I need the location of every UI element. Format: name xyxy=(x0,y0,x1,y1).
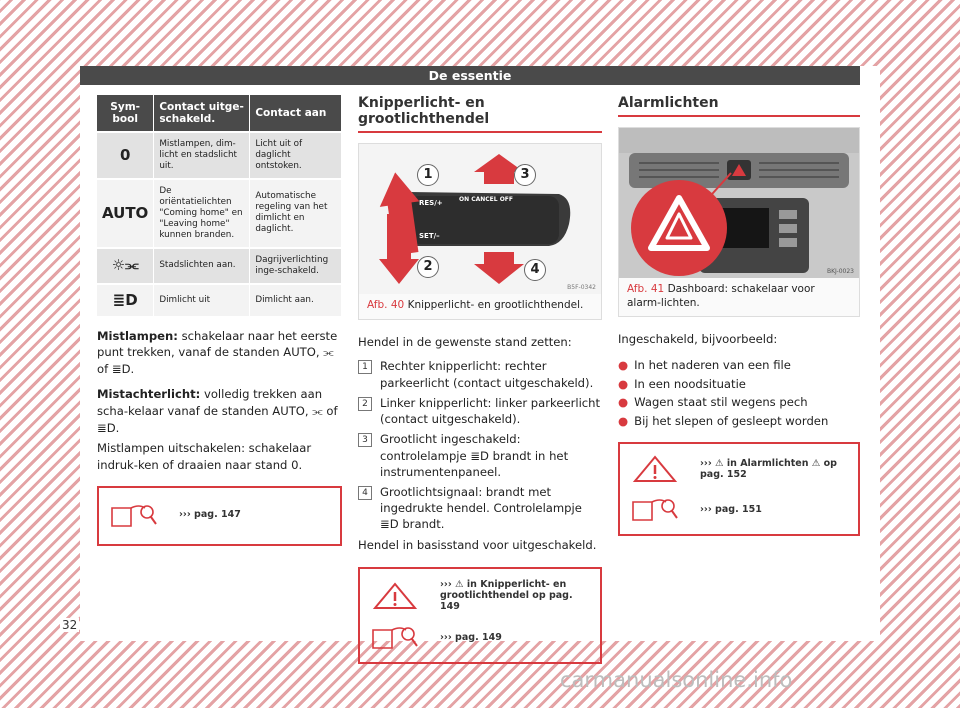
symbol-cell: 0 xyxy=(97,132,154,179)
step-number: 1 xyxy=(358,360,372,374)
step-item xyxy=(358,431,602,480)
reference-box xyxy=(358,567,602,664)
list-item xyxy=(618,393,860,412)
fog-lights-paragraph xyxy=(97,328,342,378)
bullet-list xyxy=(618,356,860,430)
fog-lights-text: schakelaar naar het eerste punt trekken, vanaf de standen AUTO, ⫘ of ≣D. xyxy=(97,328,338,377)
rear-fog-text: volledig trekken aan scha-kelaar vanaf de standen AUTO, ⫘ of ≣D. xyxy=(97,386,338,435)
bullet-icon: ● xyxy=(618,358,629,373)
table-row xyxy=(97,179,342,248)
warning-reference-link[interactable]: ››› ⚠ in Alarmlichten ⚠ op pag. 152 xyxy=(700,458,837,481)
page-number: 32 xyxy=(62,618,78,632)
step-number: 2 xyxy=(358,397,372,411)
on-cell: Dagrijverlichting inge-schakeld. xyxy=(250,248,342,284)
lever-label-res: RES/+ xyxy=(419,199,443,207)
section-title: Alarmlichten xyxy=(618,95,860,117)
reference-link[interactable]: ››› pag. 147 xyxy=(179,509,241,521)
figure-caption-text: Dashboard: schakelaar voor alarm-lichten. xyxy=(627,283,815,309)
symbol-cell: ≣D xyxy=(97,284,154,316)
figure-code: B5F-0342 xyxy=(567,284,596,291)
step-item xyxy=(358,358,602,390)
step-text: Linker knipperlicht: linker parkeerlicht (contact uitgeschakeld). xyxy=(380,395,601,427)
fog-off-paragraph: Mistlampen uitschakelen: schakelaar indruk-ken of draaien naar stand 0. xyxy=(97,441,312,473)
table-header-on: Contact aan xyxy=(250,95,342,132)
table-header-symbol: Sym- bool xyxy=(97,95,154,132)
warning-icon xyxy=(630,454,680,484)
rear-fog-paragraph xyxy=(97,386,342,436)
rear-fog-label: Mistachterlicht: xyxy=(97,386,201,401)
list-item-text: In een noodsituatie xyxy=(634,376,746,391)
table-header-off: Contact uitge- schakeld. xyxy=(154,95,250,132)
steps-list xyxy=(358,358,602,532)
page-header: De essentie xyxy=(80,66,860,85)
step-text: Grootlichtsignaal: brandt met ingedrukte hendel. Controlelampje ≣D brandt. xyxy=(380,484,582,532)
symbol-cell: AUTO xyxy=(97,179,154,248)
reference-link[interactable]: ››› pag. 151 xyxy=(700,503,762,515)
symbol-cell: ☼⫘ xyxy=(97,248,154,284)
figure-caption xyxy=(619,278,859,316)
list-item-text: Bij het slepen of gesleept worden xyxy=(634,413,829,428)
section-title: Knipperlicht- en grootlichthendel xyxy=(358,95,602,133)
dashboard-illustration xyxy=(619,128,859,278)
list-item-text: Wagen staat stil wegens pech xyxy=(634,395,808,410)
figure-caption-text: Knipperlicht- en grootlichthendel. xyxy=(407,299,584,311)
lever-diagram xyxy=(359,144,601,294)
figure-caption xyxy=(359,294,601,319)
off-cell: De oriëntatielichten "Coming home" en "Leaving home" kunnen branden. xyxy=(154,179,250,248)
off-cell: Stadslichten aan. xyxy=(154,248,250,284)
off-cell: Dimlicht uit xyxy=(154,284,250,316)
figure-hazard xyxy=(618,127,860,317)
on-cell: Licht uit of daglicht ontstoken. xyxy=(250,132,342,179)
list-item-text: In het naderen van een file xyxy=(634,358,791,373)
intro-text: Hendel in de gewenste stand zetten: xyxy=(358,334,572,349)
reference-link[interactable]: ››› pag. 149 xyxy=(440,631,502,643)
step-item xyxy=(358,395,602,427)
list-item xyxy=(618,375,860,394)
callout-2: 2 xyxy=(417,256,439,278)
figure-number: Afb. 41 xyxy=(627,283,665,295)
step-number: 4 xyxy=(358,486,372,500)
step-text: Rechter knipperlicht: rechter parkeerlicht (contact uitgeschakeld). xyxy=(380,359,594,390)
lever-label-on-cancel-off: ON CANCEL OFF xyxy=(459,196,513,203)
table-header-row xyxy=(97,95,342,132)
off-cell: Mistlampen, dim-licht en stadslicht uit. xyxy=(154,132,250,179)
reference-box xyxy=(97,486,342,546)
watermark: carmanualsonline.info xyxy=(560,668,793,692)
table-row xyxy=(97,248,342,284)
outro-text: Hendel in basisstand voor uitgeschakeld. xyxy=(358,537,597,552)
lever-illustration xyxy=(359,144,601,294)
figure-lever xyxy=(358,143,602,320)
step-text: Grootlicht ingeschakeld: controlelampje ≣D brandt in het instrumentenpaneel. xyxy=(380,432,569,479)
column-left xyxy=(97,95,342,546)
book-magnifier-icon xyxy=(630,494,680,524)
step-item xyxy=(358,484,602,533)
figure-code: BKJ-0023 xyxy=(826,268,854,275)
figure-number: Afb. 40 xyxy=(367,299,405,311)
on-cell: Automatische regeling van het dimlicht en daglicht. xyxy=(250,179,342,248)
book-magnifier-icon xyxy=(370,622,420,652)
on-cell: Dimlicht aan. xyxy=(250,284,342,316)
symbol-table xyxy=(97,95,342,316)
column-right xyxy=(618,95,860,536)
list-item xyxy=(618,356,860,375)
callout-4: 4 xyxy=(524,259,546,281)
step-number: 3 xyxy=(358,433,372,447)
warning-reference-link[interactable]: ››› ⚠ in Knipperlicht- en grootlichthendel op pag. 149 xyxy=(440,579,573,613)
lever-label-set: SET/– xyxy=(419,232,440,240)
bullet-icon: ● xyxy=(618,376,629,391)
fog-lights-label: Mistlampen: xyxy=(97,328,178,343)
intro-text: Ingeschakeld, bijvoorbeeld: xyxy=(618,332,778,347)
column-middle xyxy=(358,95,602,664)
warning-icon xyxy=(370,581,420,611)
table-row xyxy=(97,284,342,316)
dashboard-diagram xyxy=(619,128,859,278)
bullet-icon: ● xyxy=(618,413,629,428)
book-magnifier-icon xyxy=(109,500,159,530)
table-row xyxy=(97,132,342,179)
callout-1: 1 xyxy=(417,164,439,186)
callout-3: 3 xyxy=(514,164,536,186)
reference-box xyxy=(618,442,860,536)
bullet-icon: ● xyxy=(618,395,629,410)
list-item xyxy=(618,412,860,431)
